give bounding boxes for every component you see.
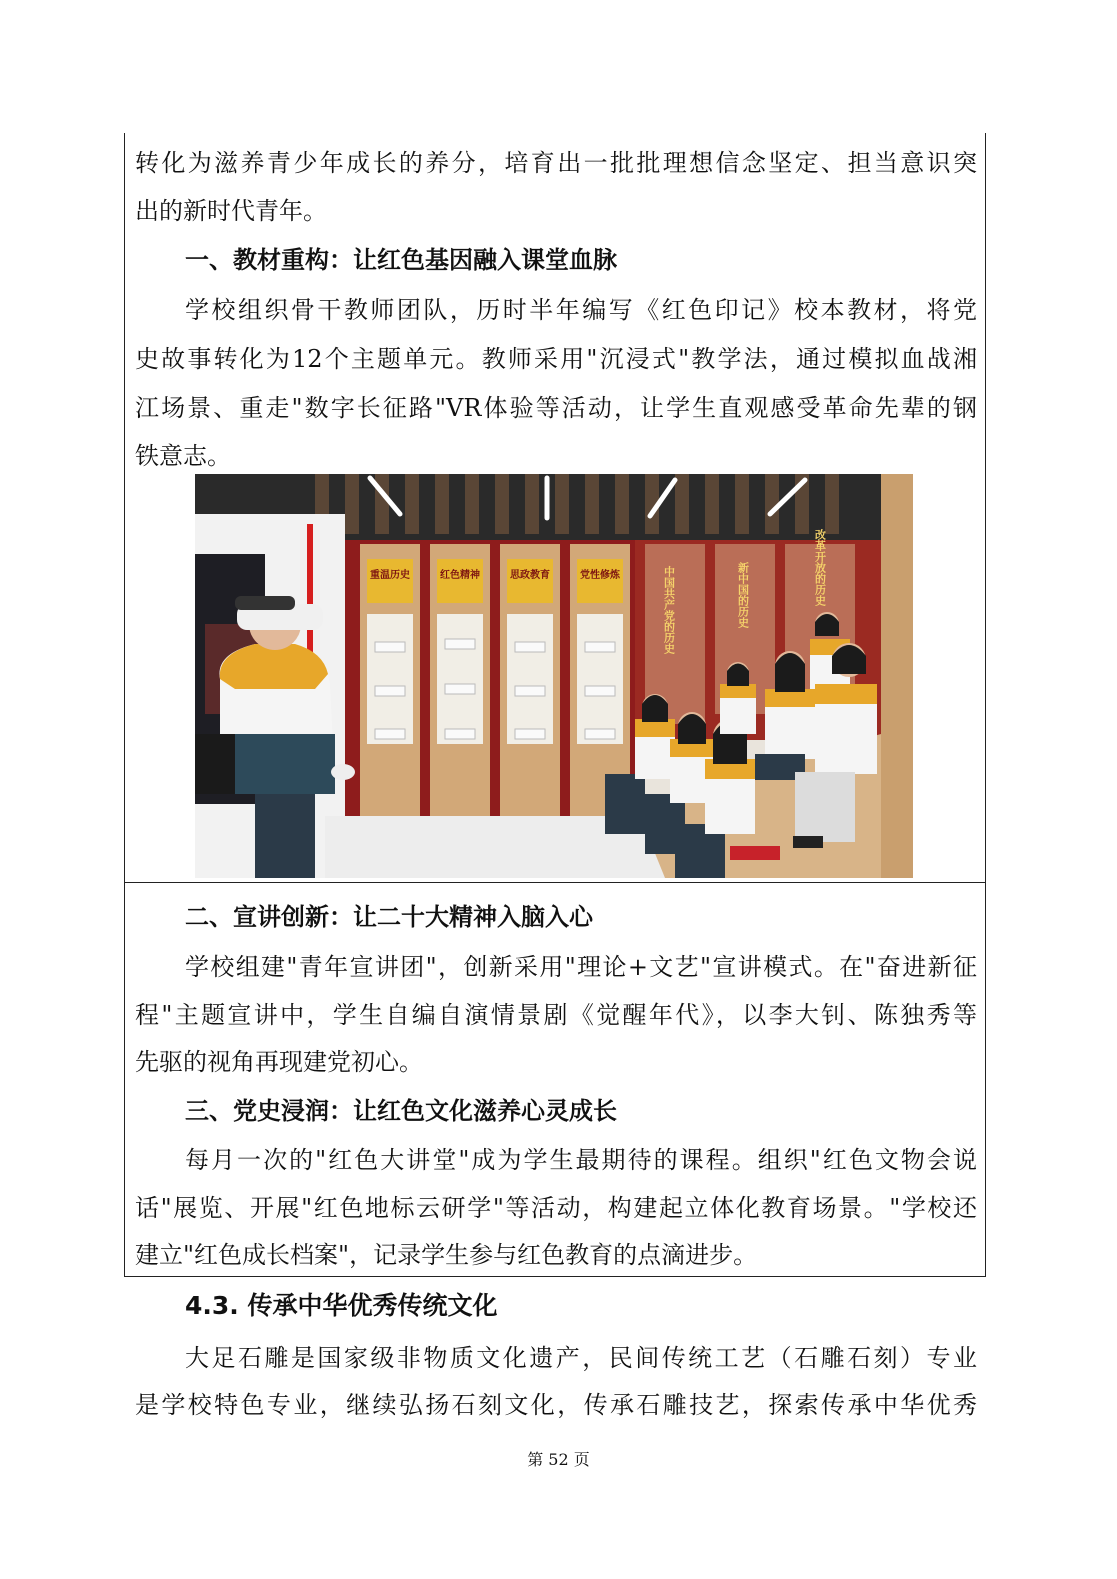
body-line: 学校组建"青年宣讲团"，创新采用"理论+文艺"宣讲模式。在"奋进新征 [185, 953, 977, 981]
vr-classroom-photo [195, 474, 913, 878]
cabinet-sign: 党性修炼 [580, 570, 620, 581]
section-heading: 二、宣讲创新：让二十大精神入脑入心 [185, 902, 593, 931]
cabinet-sign: 思政教育 [510, 570, 550, 581]
page-number: 第 52 页 [527, 1450, 590, 1469]
section-heading: 一、教材重构：让红色基因融入课堂血脉 [185, 245, 617, 274]
body-line: 先驱的视角再现建党初心。 [135, 1048, 423, 1076]
wall-text: 新中国的历史 [736, 562, 750, 628]
body-line: 江场景、重走"数字长征路"VR体验等活动，让学生直观感受革命先辈的钢 [135, 394, 977, 422]
body-line: 每月一次的"红色大讲堂"成为学生最期待的课程。组织"红色文物会说 [185, 1146, 977, 1174]
body-line: 转化为滋养青少年成长的养分，培育出一批批理想信念坚定、担当意识突 [135, 149, 977, 177]
cabinet-sign: 重温历史 [370, 570, 410, 581]
body-line: 学校组织骨干教师团队，历时半年编写《红色印记》校本教材，将党 [185, 296, 977, 324]
body-line: 话"展览、开展"红色地标云研学"等活动，构建起立体化教育场景。"学校还 [135, 1194, 977, 1222]
body-line: 是学校特色专业，继续弘扬石刻文化，传承石雕技艺，探索传承中华优秀 [135, 1391, 977, 1419]
wall-text: 改革开放的历史 [813, 529, 827, 606]
body-line: 铁意志。 [135, 442, 231, 470]
body-line: 出的新时代青年。 [135, 197, 327, 225]
body-line: 大足石雕是国家级非物质文化遗产，民间传统工艺（石雕石刻）专业 [185, 1344, 977, 1372]
body-line: 程"主题宣讲中，学生自编自演情景剧《觉醒年代》，以李大钊、陈独秀等 [135, 1001, 977, 1029]
section-heading: 三、党史浸润：让红色文化滋养心灵成长 [185, 1096, 617, 1125]
section-title: 4.3. 传承中华优秀传统文化 [185, 1291, 498, 1320]
body-line: 建立"红色成长档案"，记录学生参与红色教育的点滴进步。 [135, 1241, 758, 1269]
cabinet-sign: 红色精神 [440, 570, 480, 581]
wall-text: 中国共产党的历史 [662, 566, 676, 654]
body-line: 史故事转化为12个主题单元。教师采用"沉浸式"教学法，通过模拟血战湘 [135, 345, 977, 373]
